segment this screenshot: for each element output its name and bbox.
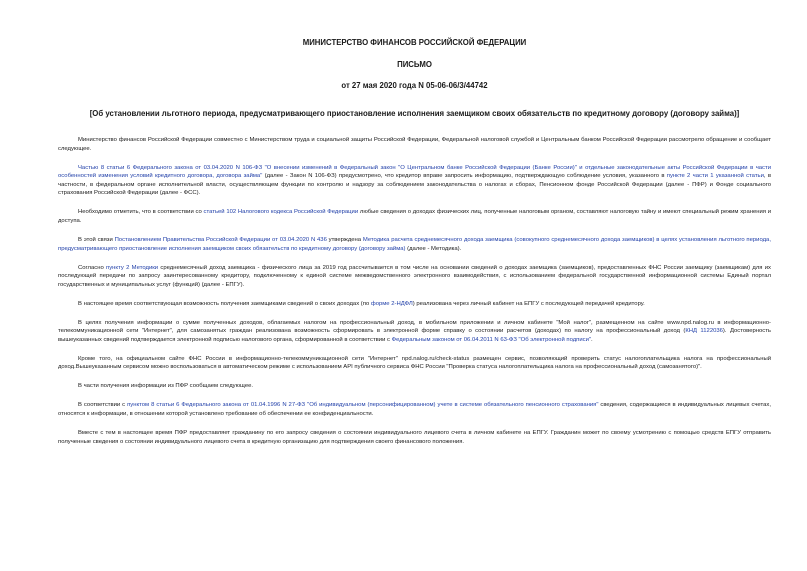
document-link[interactable]: Постановлением Правительства Российской Федерации от 03.04.2020 N 436 bbox=[114, 236, 327, 243]
document-link[interactable]: Федеральным законом от 06.04.2011 N 63-ФЗ "Об электронной подписи" bbox=[391, 336, 591, 343]
paragraph bbox=[58, 429, 771, 446]
paragraph bbox=[58, 382, 771, 391]
paragraph-text: В части получения информации из ПФР сообщаем следующее. bbox=[78, 383, 254, 390]
document-type: ПИСЬМО bbox=[397, 60, 432, 69]
paragraph-text: В соответствии с bbox=[78, 402, 128, 409]
document-link[interactable]: КНД 1122036 bbox=[685, 328, 723, 335]
paragraph-text: (далее - Закон N 106-ФЗ) предусмотрено, что кредитор вправе запросить информацию, подтверждающую соблюдение условия, указанного в bbox=[262, 173, 667, 180]
ministry-heading: МИНИСТЕРСТВО ФИНАНСОВ РОССИЙСКОЙ ФЕДЕРАЦИИ bbox=[302, 38, 527, 47]
document-date-number: от 27 мая 2020 года N 05-06-06/3/44742 bbox=[341, 81, 488, 90]
paragraph-text: ). Достоверность вышеуказанных сведений подтверждается электронной подписью налогового органа, сформированной в соответствии с bbox=[58, 328, 771, 343]
paragraph bbox=[58, 355, 771, 372]
document-link[interactable]: пунктом 8 статьи 6 Федерального закона от 01.04.1996 N 27-ФЗ "Об индивидуальном (персонифицированном) учете в системе обязательного пенсионного страхования" bbox=[127, 402, 599, 409]
paragraph bbox=[58, 236, 771, 253]
paragraph bbox=[58, 300, 771, 309]
document-link[interactable]: Частью 8 статьи 6 Федерального закона от 03.04.2020 N 106-ФЗ "О внесении изменений в Федеральный закон "О Центральном банке Российской Федерации (Банке России)" и отдельные законодательные акты Российской Федерации в части особенностей изменения условий кредитного договора, договора займа" bbox=[58, 164, 771, 180]
document-link[interactable]: форме 2-НДФЛ bbox=[370, 300, 413, 307]
paragraph-text: Кроме того, на официальном сайте ФНС России в информационно-телекоммуникационной сети "Интернет" npd.nalog.ru/check-status размещен сервис, позволяющий проверить статус налогоплательщика налога на профессиональный доход.Вышеуказанным сервисом можно воспользоваться в автоматическом режиме с использованием API публичного сервиса ФНС России "Проверка статуса налогоплательщика налога на профессиональный доход (самозанятого)". bbox=[58, 355, 771, 371]
paragraph-text: Согласно bbox=[78, 264, 107, 271]
document-subject: [Об установлении льготного периода, предусматривающего приостановление исполнения заемщиком своих обязательств по кредитному договору (договору займа)] bbox=[89, 109, 740, 118]
paragraph-text: Необходимо отметить, что в соответствии со bbox=[78, 209, 204, 216]
paragraph bbox=[58, 264, 771, 290]
paragraph-text: . bbox=[590, 336, 593, 343]
paragraph-text: В этой связи bbox=[78, 236, 115, 243]
paragraph-text: сведения, содержащиеся в индивидуальных лицевых счетах, относятся к информации, в отношении которой установлено требование об обеспечении ее конфиденциальности. bbox=[58, 402, 771, 417]
paragraph bbox=[58, 164, 771, 198]
document-link[interactable]: пункте 2 части 1 указанной статьи bbox=[666, 173, 764, 180]
paragraph bbox=[58, 401, 771, 418]
paragraph-text: , в частности, в федеральном органе исполнительной власти, осуществляющем функции по контролю и надзору за соблюдением законодательства о налогах и сборах, Пенсионном фонде Российской Федерации (далее - ПФР) и Фонде социального страхования Российской Федерации (далее - ФСС). bbox=[58, 173, 771, 197]
paragraph-text: ) реализована через личный кабинет на ЕПГУ с последующей передачей кредитору. bbox=[412, 300, 645, 307]
paragraph-text: утверждена bbox=[326, 236, 363, 243]
paragraph-text: Министерство финансов Российской Федерации совместно с Министерством труда и социальной защиты Российской Федерации, Федеральной налоговой службой и Центральным банком Российской Федерации рассмотрело обращение и сообщает следующее. bbox=[58, 137, 771, 152]
document-link[interactable]: Методика расчета среднемесячного дохода заемщика (совокупного среднемесячного дохода заемщиков) в целях установления льготного периода, предусматривающего приостановление исполнения заемщиком своих обязательств по кредитному договору (договору займа) bbox=[58, 236, 771, 252]
paragraph-text: среднемесячный доход заемщика - физического лица за 2019 год рассчитывается в том числе на основании сведений о доходах заемщика (заемщиков), предоставленных ФНС России заемщику (заемщикам) для их последующей передачи по запросу заинтересованному кредитору, подключенному к единой системе межведомственного электронного взаимодействия, с использованием федеральной государственной информационной системы Единый портал государственных и муниципальных услуг (функций) (далее - ЕПГУ). bbox=[58, 264, 772, 288]
paragraph bbox=[58, 136, 771, 153]
paragraph-text: (далее - Методика). bbox=[405, 245, 462, 252]
document-link[interactable]: пункту 2 Методики bbox=[106, 264, 159, 271]
paragraph bbox=[58, 319, 771, 345]
paragraph-text: любые сведения о доходах физических лиц, полученные налоговым органом, составляют налоговую тайну и имеют специальный режим хранения и доступа. bbox=[58, 209, 772, 224]
paragraph bbox=[58, 208, 771, 225]
paragraph-text: В целях получения информации о сумме полученных доходов, облагаемых налогом на профессиональный доход, в мобильном приложении и личном кабинете "Мой налог", размещенном на сайте www.npd.nalog.ru в информационно-телекоммуникационной сети "Интернет", для самозанятых граждан реализована возможность сформировать в электронной форме справку о состоянии расчетов (доходах) по налогу на профессиональный доход ( bbox=[58, 319, 771, 335]
document-link[interactable]: статьей 102 Налогового кодекса Российской Федерации bbox=[203, 209, 359, 216]
paragraph-text: В настоящее время соответствующая возможность получения заемщиками сведений о своих доходах (по bbox=[78, 300, 371, 307]
document-body bbox=[58, 136, 771, 446]
paragraph-text: Вместе с тем в настоящее время ПФР предоставляет гражданину по его запросу сведения о состоянии индивидуального лицевого счета в личном кабинете на ЕПГУ. Гражданин может по своему усмотрению с помощью средств ЕПГУ отправить полученные сведения о состоянии индивидуального лицевого счета в кредитную организацию для подтверждения своего финансового положения. bbox=[58, 429, 771, 445]
